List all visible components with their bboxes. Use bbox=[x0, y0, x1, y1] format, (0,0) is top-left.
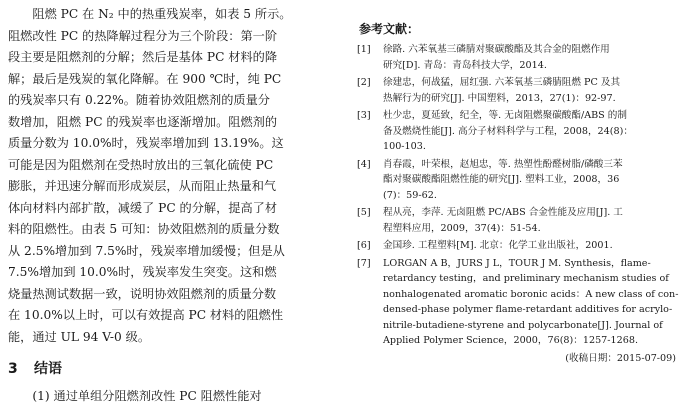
reference-item bbox=[357, 75, 682, 106]
paragraph-line: 阻燃 PC 在 N₂ 中的热重残炭率，如表 5 所示。 bbox=[32, 7, 292, 21]
paragraph-line: 阻燃改性 PC 的热降解过程分为三个阶段：第一阶 bbox=[8, 28, 278, 43]
paragraph-line: 段主要是阻燃剂的分解；然后是基体 PC 材料的降 bbox=[8, 50, 278, 64]
paragraph-line: 的残炭率只有 0.22%。随着协效阻燃剂的质量分 bbox=[8, 93, 270, 107]
reference-text bbox=[383, 238, 682, 254]
paragraph-line: 质量分数为 10.0%时，残炭率增加到 13.19%。这 bbox=[8, 136, 284, 150]
reference-index: [4] bbox=[357, 158, 371, 170]
reference-line: 备及燃烧性能[J]. 高分子材料科学与工程，2008，24(8)： bbox=[383, 125, 633, 137]
paragraph-line: 解；最后是残炭的氧化降解。在 900 ℃时，纯 PC bbox=[8, 71, 282, 86]
reference-text bbox=[383, 157, 682, 204]
reference-line: densed-phase polymer flame-retardant additives for acrylo- bbox=[383, 304, 673, 315]
paragraph-line: 烧量热测试数据一致，说明协效阻燃剂的质量分数 bbox=[8, 286, 277, 301]
reference-line: nonhalogenated aromatic boronic acids：A new class of con- bbox=[383, 288, 679, 300]
reference-line: 徐路. 六苯氧基三磷腈对聚碳酸酯及其合金的阻燃作用 bbox=[383, 44, 610, 55]
reference-line: 酯对聚碳酸酯阻燃性能的研究[J]. 塑料工业，2008，36 bbox=[383, 174, 620, 185]
section-number: 3 bbox=[8, 361, 18, 377]
reference-index: [2] bbox=[357, 77, 371, 88]
reference-index: [6] bbox=[357, 240, 371, 251]
paragraph-line: 数增加，阻燃 PC 的残炭率也逐渐增加。阻燃剂的 bbox=[8, 114, 278, 129]
reference-item bbox=[357, 42, 682, 73]
reference-line: 金国珍. 工程塑料[M]. 北京：化学工业出版社，2001. bbox=[383, 240, 613, 251]
reference-line: Applied Polymer Science，2000，76(8)：1257-1268. bbox=[383, 335, 638, 346]
paragraph-line: 体向材料内部扩散，减缓了 PC 的分解，提高了材 bbox=[8, 200, 278, 215]
reference-text bbox=[383, 256, 682, 349]
reference-line: 研究[D]. 青岛：青岛科技大学，2014. bbox=[383, 59, 547, 71]
body-paragraph bbox=[8, 4, 338, 348]
paragraph-line: 料的阻燃性。由表 5 可知：协效阻燃剂的质量分数 bbox=[8, 222, 280, 236]
reference-line: 肖春霞，叶荣根，赵旭忠，等. 热塑性酚醛树脂/磷酸三苯 bbox=[383, 158, 623, 170]
paragraph-line: 7.5%增加到 10.0%时，残炭率发生突变。这和燃 bbox=[8, 265, 277, 279]
reference-index: [1] bbox=[357, 44, 371, 55]
reference-text bbox=[383, 75, 682, 106]
reference-item bbox=[357, 108, 682, 155]
reference-line: LORGAN A B，JURS J L，TOUR J M. Synthesis，flame- bbox=[383, 257, 651, 269]
reference-item bbox=[357, 205, 682, 236]
reference-line: 100-103. bbox=[383, 141, 426, 152]
reference-text bbox=[383, 108, 682, 155]
paragraph-line: 可能是因为阻燃剂在受热时放出的三氧化硫使 PC bbox=[8, 157, 274, 172]
references-title: 参考文献： bbox=[359, 22, 420, 36]
paragraph-line: 能，通过 UL 94 V-0 级。 bbox=[8, 329, 151, 344]
references-column bbox=[357, 8, 682, 366]
paragraph-line: 在 10.0%以上时，可以有效提高 PC 材料的阻燃性 bbox=[8, 308, 284, 322]
received-date: (收稿日期：2015-07-09) bbox=[565, 352, 676, 364]
reference-text bbox=[383, 42, 682, 73]
paragraph-line: 从 2.5%增加到 7.5%时，残炭率增加缓慢；但是从 bbox=[8, 243, 285, 258]
reference-line: 杜少忠，夏延致，纪全，等. 无卤阻燃聚碳酸酯/ABS 的制 bbox=[383, 110, 627, 121]
reference-line: 程塑料应用，2009，37(4)：51-54. bbox=[383, 222, 541, 234]
reference-item bbox=[357, 238, 682, 254]
reference-line: 程从亮，李萍. 无卤阻燃 PC/ABS 合金性能及应用[J]. 工 bbox=[383, 207, 623, 218]
section-title: 结语 bbox=[34, 361, 62, 377]
reference-item bbox=[357, 157, 682, 204]
reference-line: 热解行为的研究[J]. 中国塑料，2013，27(1)：92-97. bbox=[383, 92, 616, 104]
reference-line: nitrile-butadiene-styrene and polycarbonate[J]. Journal of bbox=[383, 319, 663, 331]
reference-text bbox=[383, 205, 682, 236]
reference-index: [3] bbox=[357, 110, 371, 121]
reference-index: [5] bbox=[357, 207, 371, 218]
section-heading bbox=[8, 358, 338, 380]
main-text-column bbox=[8, 4, 338, 408]
reference-list bbox=[357, 42, 682, 349]
paragraph-line: 膨胀，并迅速分解而形成炭层，从而阻止热量和气 bbox=[8, 179, 277, 193]
reference-item bbox=[357, 256, 682, 349]
reference-line: (7)：59-62. bbox=[383, 189, 437, 201]
conclusion-line: (1) 通过单组分阻燃剂改性 PC 阻燃性能对 bbox=[32, 389, 262, 403]
reference-line: retardancy testing，and preliminary mechanism studies of bbox=[383, 273, 669, 284]
reference-line: 徐建忠，何战猛，屈红强. 六苯氧基三磷腈阻燃 PC 及其 bbox=[383, 77, 621, 88]
reference-index: [7] bbox=[357, 257, 371, 269]
